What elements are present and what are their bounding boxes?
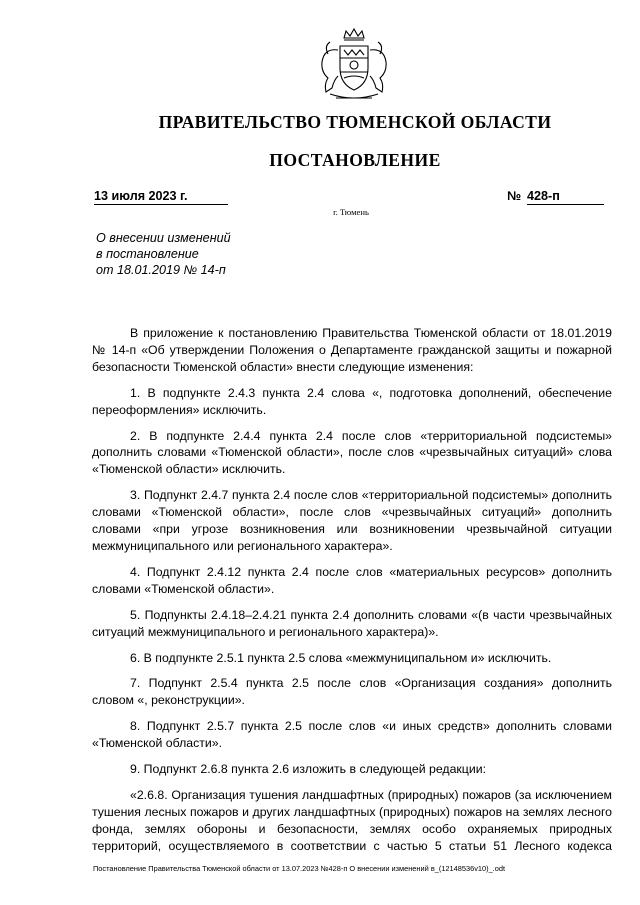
tyumen-coat-of-arms-icon <box>314 28 394 102</box>
amendment-item-4: 4. Подпункт 2.4.12 пункта 2.4 после слов «материальных ресурсов» дополнить словами «Тюменской области». <box>92 564 612 596</box>
document-type: ПОСТАНОВЛЕНИЕ <box>269 150 441 170</box>
amendment-item-5: 5. Подпункты 2.4.18–2.4.21 пункта 2.4 дополнить словами «(в части чрезвычайных ситуаций межмуниципального и регионального характера)». <box>92 607 612 639</box>
subject-line: в постановление <box>96 247 199 261</box>
document-body <box>92 325 612 864</box>
document-number: 428-п <box>527 189 604 205</box>
document-date: 13 июля 2023 г. <box>94 189 228 205</box>
organization-title: ПРАВИТЕЛЬСТВО ТЮМЕНСКОЙ ОБЛАСТИ <box>158 112 552 132</box>
intro-paragraph: В приложение к постановлению Правительства Тюменской области от 18.01.2019 № 14-п «Об утверждении Положения о Департаменте гражданской защиты и пожарной безопасности Тюменской области» внести следующие изменения: <box>92 326 612 374</box>
amendment-item-3: 3. Подпункт 2.4.7 пункта 2.4 после слов «территориальной подсистемы» дополнить словами «Тюменской области», после слов «чрезвычайных ситуаций» дополнить словами «при угрозе возникновения или возникновении чрезвычайной ситуации межмуниципального или регионального характера». <box>92 488 612 553</box>
amendment-item-8: 8. Подпункт 2.5.7 пункта 2.5 после слов «и иных средств» дополнить словами «Тюменской области». <box>92 719 612 751</box>
number-sign: № <box>507 189 522 203</box>
document-subject <box>96 230 356 278</box>
subject-line: О внесении изменений <box>96 231 231 245</box>
quoted-text: «2.6.8. Организация тушения ландшафтных (природных) пожаров (за исключением тушения лесных пожаров и других ландшафтных (природных) пожаров на землях лесного фонда, землях обороны и безопасности, землях особо охраняемых природных территорий, осуществляемого в соответствии с частью 5 статьи 51 Лесного кодекса <box>92 787 612 853</box>
document-city: г. Тюмень <box>333 207 369 217</box>
amendment-item-2: 2. В подпункте 2.4.4 пункта 2.4 после слов «территориальной подсистемы» дополнить словами «Тюменской области», после слов «чрезвычайных ситуаций» слова «Тюменской области» исключить. <box>92 428 612 477</box>
amendment-item-9: 9. Подпункт 2.6.8 пункта 2.6 изложить в следующей редакции: <box>130 762 486 777</box>
amendment-item-1: 1. В подпункте 2.4.3 пункта 2.4 слова «, подготовка дополнений, обеспечение переоформления» исключить. <box>92 385 612 417</box>
subject-line: от 18.01.2019 № 14-п <box>96 263 226 277</box>
amendment-item-6: 6. В подпункте 2.5.1 пункта 2.5 слова «межмуниципальном и» исключить. <box>130 650 552 665</box>
footer-file-info: Постановление Правительства Тюменской области от 13.07.2023 №428-п О внесении изменений в_(12148536v10)_.odt <box>93 864 506 873</box>
amendment-item-7: 7. Подпункт 2.5.4 пункта 2.5 после слов «Организация создания» дополнить словом «, реконструкции». <box>92 676 612 708</box>
